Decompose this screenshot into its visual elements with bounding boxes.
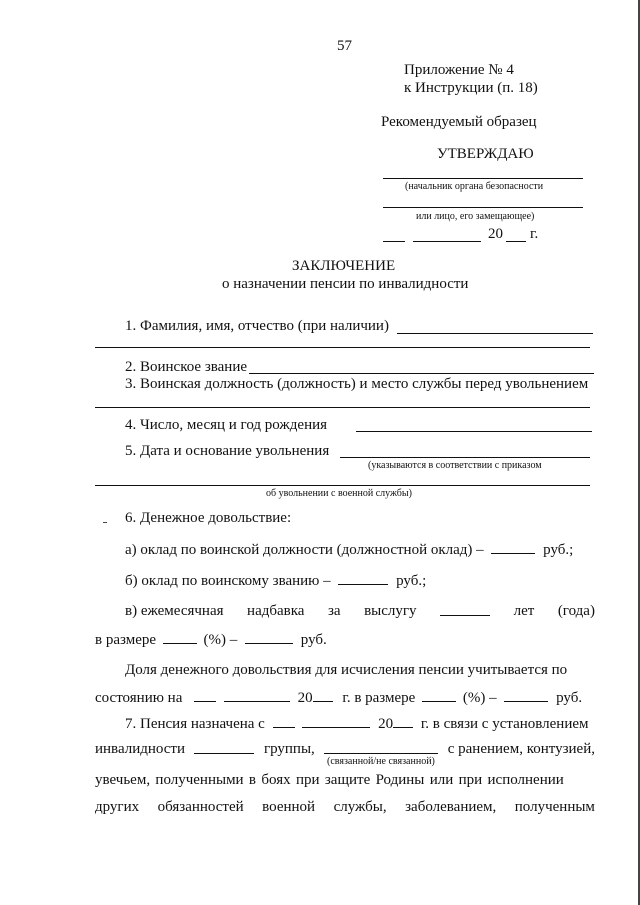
item-3-label: 3. Воинская должность (должность) и место службы перед увольнением [125, 376, 589, 392]
item-7-word-5: заболеванием, [405, 799, 497, 815]
item-7-group: группы, [263, 741, 315, 757]
recommended-sample: Рекомендуемый образец [381, 114, 537, 130]
share-line-2-label: состоянию на [95, 690, 183, 706]
share-size-blank [422, 689, 456, 702]
pay-b-row [125, 572, 426, 590]
item-7-word-1: других [95, 799, 140, 815]
share-day-blank [194, 689, 216, 702]
item-5-blank-2 [95, 485, 590, 486]
share-amount-blank [504, 689, 548, 702]
pay-v2-unit: руб. [300, 632, 327, 648]
share-year-blank [313, 689, 333, 702]
item-4-label: 4. Число, месяц и год рождения [125, 417, 328, 433]
page-number: 57 [337, 38, 352, 54]
date-year: 20 [488, 226, 503, 242]
item-7-word-3: военной [262, 799, 316, 815]
pay-a-unit: руб.; [543, 542, 574, 558]
share-size-label: г. в размере [342, 690, 416, 706]
pay-b-text: б) оклад по воинскому званию – [125, 573, 331, 589]
share-year: 20 [297, 690, 313, 706]
item-7-relation-blank [324, 741, 438, 754]
pay-v-row [125, 603, 595, 620]
date-month-blank [413, 241, 481, 242]
item-1-blank [397, 333, 593, 334]
item-5-blank [340, 457, 590, 458]
pay-a-row [125, 541, 573, 559]
item-5-hint-2: об увольнении с военной службы) [266, 488, 412, 499]
item-7-line-4 [95, 799, 595, 816]
share-month-blank [224, 689, 290, 702]
pay-v2-blank-2 [245, 631, 293, 644]
pay-b-unit: руб.; [396, 573, 427, 589]
hint-deputy: или лицо, его замещающее) [416, 211, 535, 222]
pay-v-word-3: за [327, 603, 341, 619]
item-7-line-3: увечьем, полученными в боях при защите Родины или при исполнении [95, 772, 564, 788]
item-7-disability: инвалидности [95, 741, 186, 757]
pay-v2-text: в размере [95, 632, 157, 648]
item-7-word-6: полученным [514, 799, 595, 815]
pay-v2-pct: (%) – [203, 632, 238, 648]
share-line-2 [95, 689, 582, 707]
item-7-year-blank [393, 715, 413, 728]
pay-b-blank [338, 572, 388, 585]
item-1-blank-2 [95, 347, 590, 348]
item-3-blank [95, 407, 590, 408]
item-2-label: 2. Воинское звание [125, 359, 248, 375]
item-7-word-2: обязанностей [157, 799, 244, 815]
approve-heading: УТВЕРЖДАЮ [437, 146, 534, 162]
pay-v-blank [440, 603, 490, 616]
item-7-line-1 [125, 715, 589, 733]
date-day-blank [383, 241, 405, 242]
item-4-blank [356, 431, 592, 432]
item-7-group-blank [194, 741, 254, 754]
item-6-label: 6. Денежное довольствие: [125, 510, 292, 526]
signature-line-2 [383, 207, 583, 208]
date-suffix: г. [530, 226, 539, 242]
pay-v-years: лет [513, 603, 535, 619]
item-7-month-blank [302, 715, 370, 728]
item-5-label: 5. Дата и основание увольнения [125, 443, 330, 459]
item-7-day-blank [273, 715, 295, 728]
item-7-label: 7. Пенсия назначена с [125, 716, 265, 732]
item-7-reason: г. в связи с установлением [420, 716, 589, 732]
appendix-label: Приложение № 4 [404, 62, 514, 78]
item-7-injury: с ранением, контузией, [447, 741, 595, 757]
pay-v-word-2: надбавка [247, 603, 305, 619]
hint-head: (начальник органа безопасности [405, 181, 544, 192]
item-2-blank [249, 373, 594, 374]
document-subtitle: о назначении пенсии по инвалидности [222, 276, 469, 292]
pay-v2-row [95, 631, 327, 649]
pay-v2-blank-1 [163, 631, 197, 644]
item-7-hint: (связанной/не связанной) [327, 756, 435, 767]
date-year-blank [506, 241, 526, 242]
pay-v-word-4: выслугу [364, 603, 417, 619]
item-1-label: 1. Фамилия, имя, отчество (при наличии) [125, 318, 389, 334]
item-7-year: 20 [378, 716, 394, 732]
pay-a-text: а) оклад по воинской должности (должностной оклад) – [125, 542, 484, 558]
pay-v-goda: (года) [557, 603, 595, 619]
item-7-word-4: службы, [333, 799, 387, 815]
item-5-hint-1: (указываются в соответствии с приказом [368, 460, 542, 471]
document-title: ЗАКЛЮЧЕНИЕ [292, 258, 396, 274]
signature-line-1 [383, 178, 583, 179]
share-line-1: Доля денежного довольствия для исчисления пенсии учитывается по [125, 662, 568, 678]
pay-v-word-1: в) ежемесячная [125, 603, 224, 619]
share-unit: руб. [556, 690, 583, 706]
pay-a-blank [491, 541, 535, 554]
share-pct: (%) – [462, 690, 497, 706]
scan-mark [103, 522, 107, 523]
instruction-ref: к Инструкции (п. 18) [404, 80, 538, 96]
